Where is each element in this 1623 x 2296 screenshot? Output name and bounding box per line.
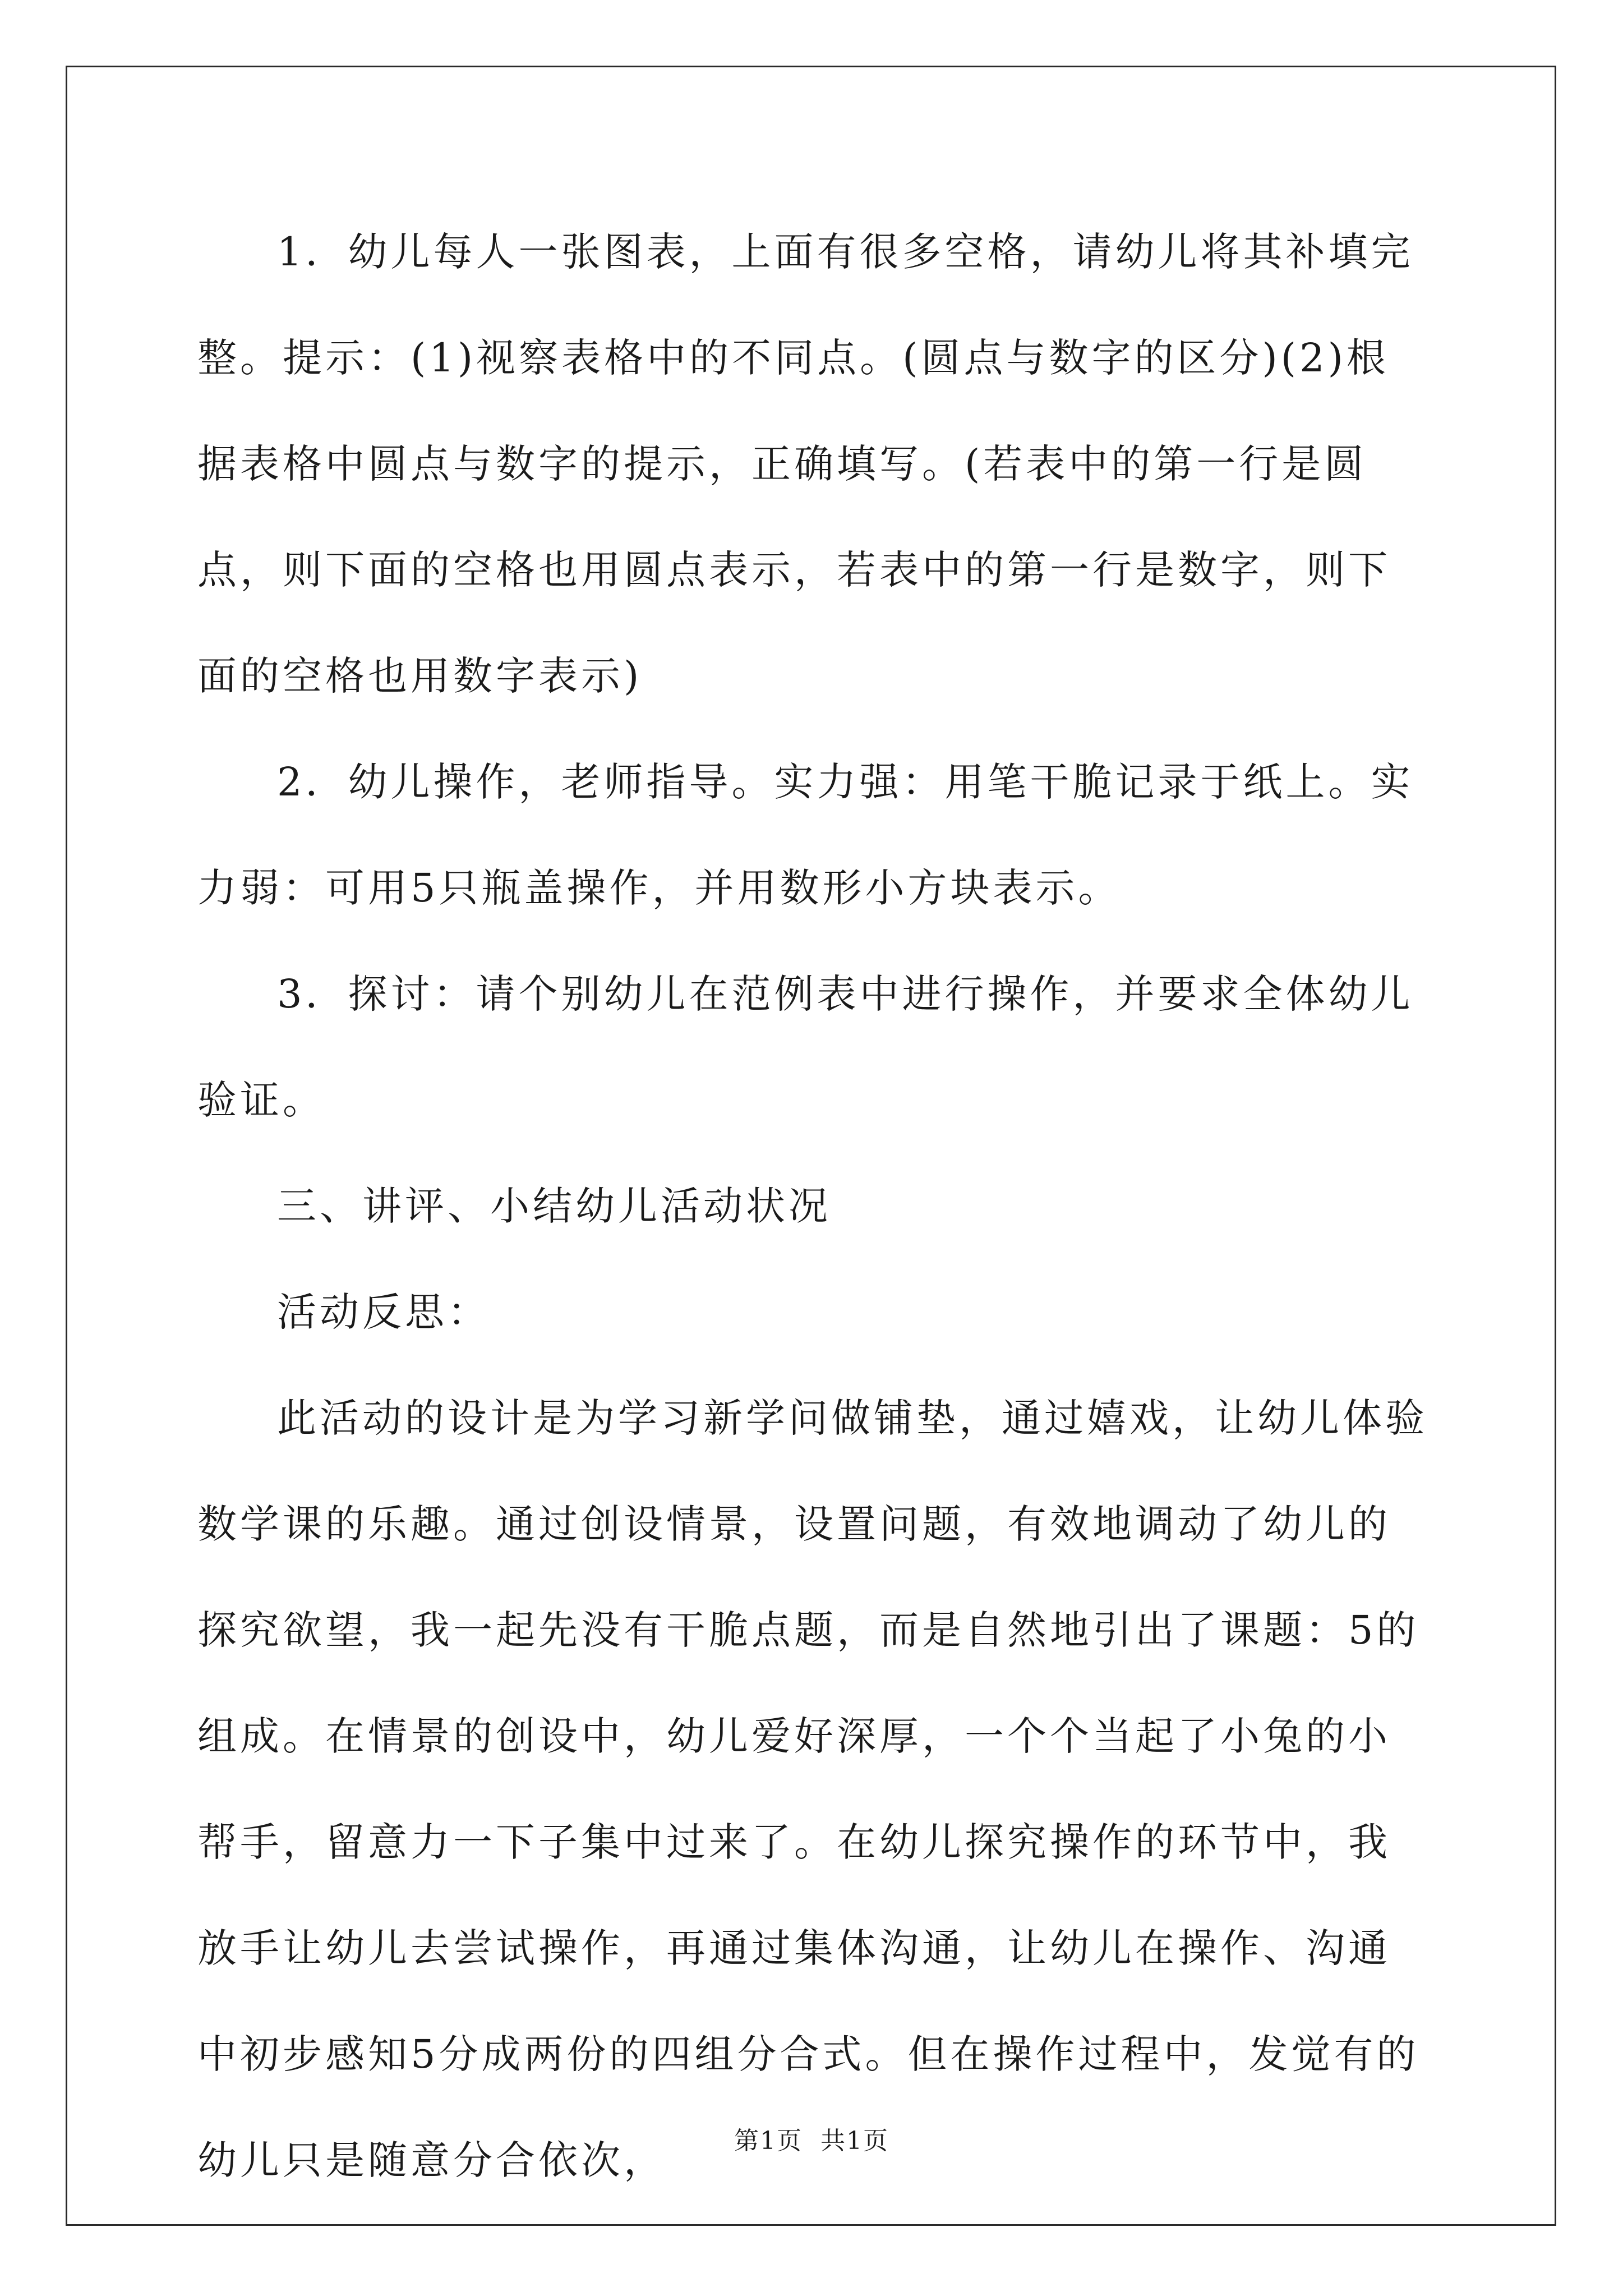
section-heading-review: 三、讲评、小结幼儿活动状况 [277,1183,831,1229]
paragraph-step-1: 1．幼儿每人一张图表，上面有很多空格，请幼儿将其补填完整。提示：(1)视察表格中的不同点。(圆点与数字的区分)(2)根据表格中圆点与数字的提示，正确填写。(若表中的第一行是圆点，则下面的空格也用圆点表示，若表中的第一行是数字，则下面的空格也用数字表示) [197,229,1414,699]
paragraph-step-3: 3．探讨：请个别幼儿在范例表中进行操作，并要求全体幼儿验证。 [197,971,1414,1123]
paragraph-reflection: 此活动的设计是为学习新学问做铺垫，通过嬉戏，让幼儿体验数学课的乐趣。通过创设情景，设置问题，有效地调动了幼儿的探究欲望，我一起先没有干脆点题，而是自然地引出了课题：5的组成。在情景的创设中，幼儿爱好深厚，一个个当起了小兔的小帮手，留意力一下子集中过来了。在幼儿探究操作的环节中，我放手让幼儿去尝试操作，再通过集体沟通，让幼儿在操作、沟通中初步感知5分成两份的四组分合式。但在操作过程中，发觉有的幼儿只是随意分合依次， [197,1395,1428,2183]
paragraph-step-2: 2．幼儿操作，老师指导。实力强：用笔干脆记录于纸上。实力弱：可用5只瓶盖操作，并用数形小方块表示。 [197,759,1414,911]
page-total: 共1页 [820,2127,889,2155]
page-footer [0,2120,1623,2156]
page-number: 第1页 [734,2127,803,2155]
section-heading-reflection: 活动反思： [277,1289,490,1335]
document-body [197,199,1431,2214]
